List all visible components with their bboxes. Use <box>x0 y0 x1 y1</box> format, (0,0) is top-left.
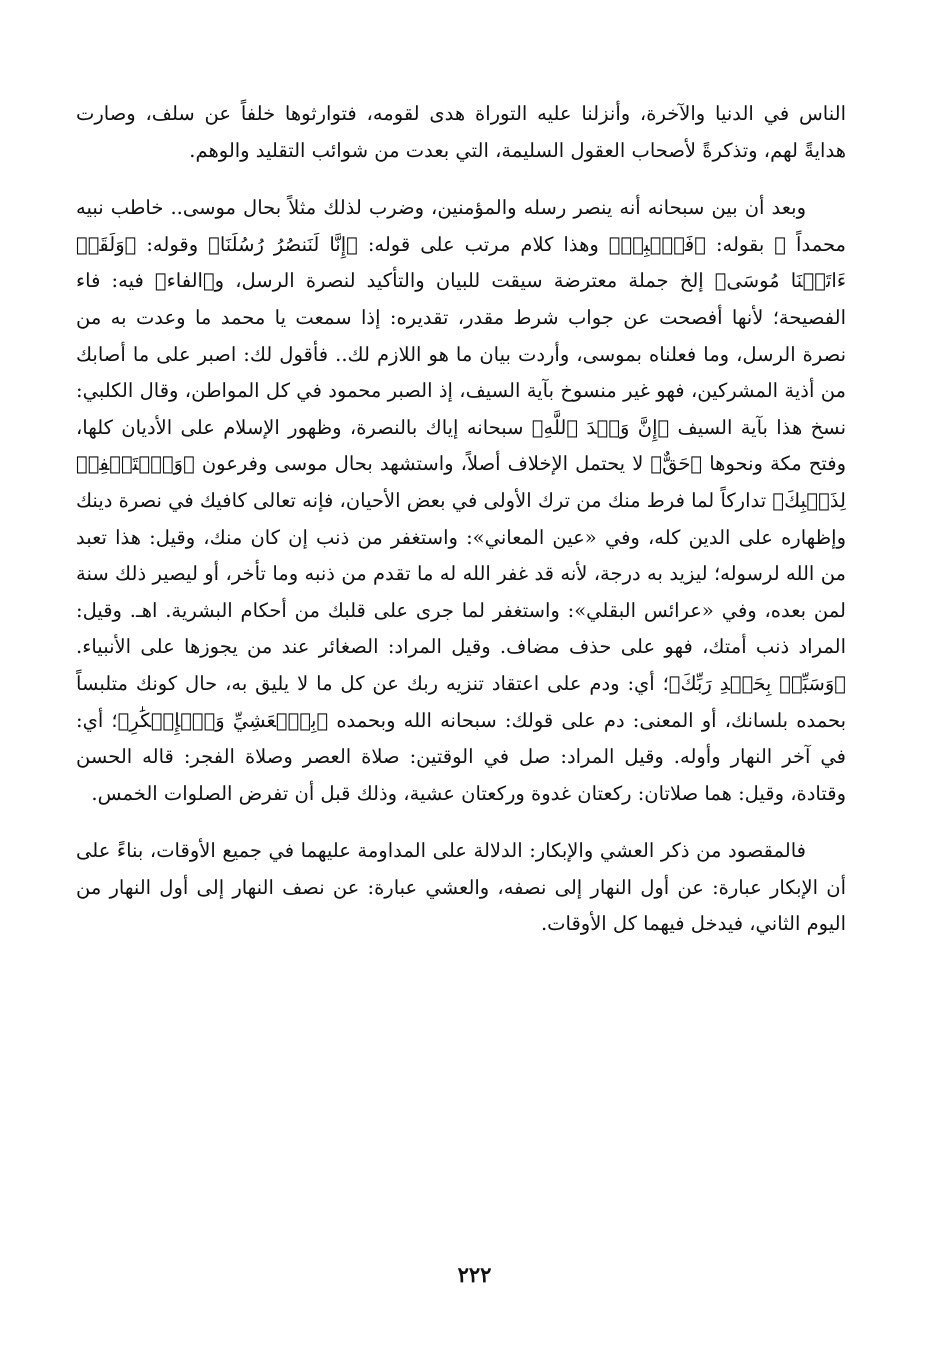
page-number: ٢٢٢ <box>457 1262 492 1287</box>
paragraph-1: الناس في الدنيا والآخرة، وأنزلنا عليه التوراة هدى لقومه، فتوارثوها خلفاً عن سلف، وصارت هدايةً لهم، وتذكرةً لأصحاب العقول السليمة، التي بعدت من شوائب التقليد والوهم. <box>76 102 846 162</box>
page-body <box>76 96 846 943</box>
paragraph-2: وبعد أن بين سبحانه أنه ينصر رسله والمؤمنين، وضرب لذلك مثلاً بحال موسى.. خاطب نبيه محمداً ﷺ بقوله: ﴿فَٱصۡبِرۡ﴾ وهذا كلام مرتب على قوله: ﴿إِنَّا لَنَنصُرُ رُسُلَنَا﴾ وقوله: ﴿وَلَقَدۡ ءَاتَيۡنَا مُوسَى﴾ إلخ جملة معترضة سيقت للبيان والتأكيد لنصرة الرسل، و﴿الفاء﴾ فيه: فاء الفصيحة؛ لأنها أفصحت عن جواب شرط مقدر، تقديره: إذا سمعت يا محمد ما وعدت به من نصرة الرسل، وما فعلناه بموسى، وأردت بيان ما هو اللازم لك.. فأقول لك: اصبر على ما أصابك من أذية المشركين، فهو غير منسوخ بآية السيف، إذ الصبر محمود في كل المواطن، وقال الكلبي: نسخ هذا بآية السيف ﴿إِنَّ وَعۡدَ ٱللَّهِ﴾ سبحانه إياك بالنصرة، وظهور الإسلام على الأديان كلها، وفتح مكة ونحوها ﴿حَقٌّ﴾ لا يحتمل الإخلاف أصلاً، واستشهد بحال موسى وفرعون ﴿وَٱسۡتَغۡفِرۡ لِذَنۢبِكَ﴾ تداركاً لما فرط منك من ترك الأولى في بعض الأحيان، فإنه تعالى كافيك في نصرة دينك وإظهاره على الدين كله، وفي «عين المعاني»: واستغفر من ذنب إن كان منك، وقيل: هذا تعبد من الله لرسوله؛ ليزيد به درجة، لأنه قد غفر الله له ما تقدم من ذنبه وما تأخر، أو ليصير ذلك سنة لمن بعده، وفي «عرائس البقلي»: واستغفر لما جرى على قلبك من أحكام البشرية. اهـ. وقيل: المراد ذنب أمتك، فهو على حذف مضاف. وقيل المراد: الصغائر عند من يجوزها على الأنبياء. ﴿وَسَبِّحۡ بِحَمۡدِ رَبِّكَ﴾؛ أي: ودم على اعتقاد تنزيه ربك عن كل ما لا يليق به، حال كونك متلبساً بحمده بلسانك، أو المعنى: دم على قولك: سبحانه الله وبحمده ﴿بِٱلۡعَشِيِّ وَٱلۡإِبۡكَٰرِ﴾؛ أي: في آخر النهار وأوله. وقيل المراد: صل في الوقتين: صلاة العصر وصلاة الفجر: قاله الحسن وقتادة، وقيل: هما صلاتان: ركعتان غدوة وركعتان عشية، وذلك قبل أن تفرض الصلوات الخمس. <box>76 196 846 805</box>
paragraph-3: فالمقصود من ذكر العشي والإبكار: الدلالة على المداومة عليهما في جميع الأوقات، بناءً على أن الإبكار عبارة: عن أول النهار إلى نصفه، والعشي عبارة: عن نصف النهار إلى أول النهار من اليوم الثاني، فيدخل فيهما كل الأوقات. <box>76 839 846 936</box>
